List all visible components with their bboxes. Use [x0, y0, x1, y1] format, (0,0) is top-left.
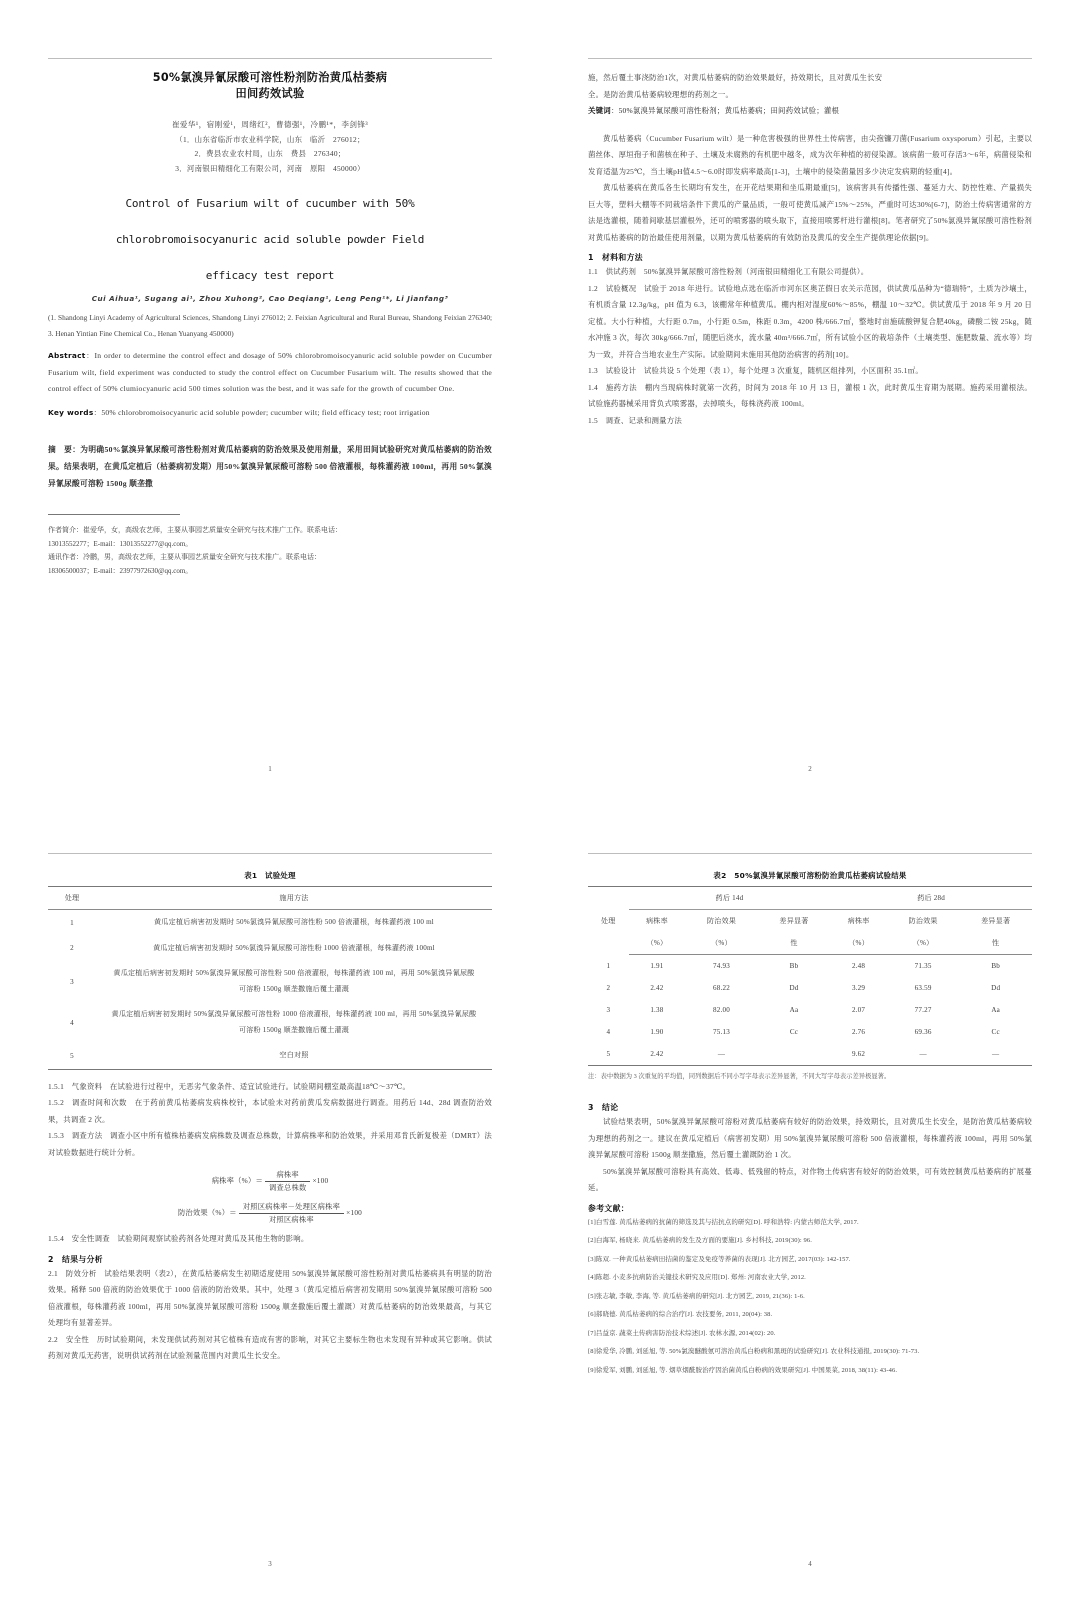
table2-group-header-row — [588, 887, 1032, 910]
formula1-numerator: 病株率 — [265, 1170, 310, 1182]
table2-row1-eff14: 74.93 — [713, 962, 730, 970]
table2-row5-rate28: 9.62 — [830, 1043, 887, 1066]
table1-row5-desc: 空白对照 — [96, 1043, 492, 1069]
footnote-separator — [48, 514, 180, 515]
table2-group-header-28d: 药后 28d — [830, 887, 1032, 910]
table-row — [588, 955, 1032, 978]
formula1-fraction — [265, 1170, 310, 1193]
table2-subheader-eff28: 防治效果 — [908, 917, 938, 925]
table2-subheader-sig14: 差异显著 — [779, 917, 809, 925]
page2-section-1-4: 1.4 施药方法 棚内当现病株时就第一次药，时间为 2018 年 10 月 13 日，灌根 1 次，此时黄瓜生育期为展期。施药采用灌根法。试验施药器械采用背负式喷雾器，去掉喷头，每株浇药液 100ml。 — [588, 382, 1032, 408]
page2-intro-paragraph-2: 黄瓜枯萎病在黄瓜各生长期均有发生，在开花结果期和坐瓜期最重[5]，该病害具有传播性强、蔓延力大、防控性难、产量损失巨大等，塑料大棚等不同栽培条件下黄瓜的产量品质，一般可使黄瓜减产15%～25%，严重时可达30%[6-7]，防治土传病害通常的方法是选灌根，随着间歇基层灌根外，还可的喷雾器的喷头取下，直接用喷雾杆进行灌根[8]。笔者研究了50%氯溴异氰尿酸可溶性粉剂对黄瓜枯萎病的防治最佳使用剂量，以期为黄瓜枯萎病的有效防治及黄瓜的安全生产提供理论依据[9]。 — [588, 183, 1032, 242]
page3-section-heading-2: 2 结果与分析 — [48, 1254, 104, 1264]
table2-row5-rate14: 2.42 — [629, 1043, 686, 1066]
keywords-cn-text: ：50%氯溴异氰尿酸可溶性粉剂；黄瓜枯萎病；田间药效试验；灌根 — [610, 106, 840, 115]
table2-row2-treatment: 2 — [606, 984, 611, 992]
table2-subheader-rate28: 病株率 — [847, 917, 870, 925]
table2-row2-rate28: 3.29 — [851, 984, 866, 992]
formula2-tail: ×100 — [346, 1208, 363, 1218]
table2-units-row — [588, 932, 1032, 955]
table1-row4-no: 4 — [70, 1018, 74, 1027]
formula2-fraction — [239, 1202, 344, 1225]
table2-row5-eff28: — — [887, 1043, 960, 1066]
reference-item: [2]白海军, 杨晓来. 黄瓜枯萎病的发生及方面的要施[J]. 乡村科技, 2019(30): 96. — [588, 1237, 812, 1244]
page1-title-en-line3: efficacy test report — [205, 269, 335, 282]
keywords-en-text: ：50% chlorobromoisocyanuric acid soluble powder; cucumber wilt; field efficacy test; root irrigation — [93, 407, 430, 417]
reference-item: [5]张志敏, 李敏, 李海, 等. 黄瓜枯萎病的研究[J]. 北方园艺, 2019, 21(36): 1-6. — [588, 1292, 805, 1300]
page1-affiliation-cn-2: 2．费县农业农村局，山东 费县 276340； — [194, 149, 346, 158]
page1-title-cn-line1: 50%氯溴异氰尿酸可溶性粉剂防治黄瓜枯萎病 — [152, 71, 388, 84]
page3-section-1-5-4: 1.5.4 安全性调查 试验期间观察试验药剂各处理对黄瓜及其他生物的影响。 — [48, 1234, 309, 1243]
reference-item: [4]陈超. 小麦多抗病防治关键技术研究及应用[D]. 郑州: 河南农业大学, 2012. — [588, 1274, 806, 1281]
table2-row4-rate28: 2.76 — [851, 1028, 866, 1036]
table2-subheader-eff14: 防治效果 — [706, 917, 737, 925]
table-row — [588, 999, 1032, 1021]
table-row — [48, 961, 492, 1002]
page1-affiliation-cn-1: （1．山东省临沂市农业科学院，山东 临沂 276012； — [175, 134, 365, 144]
table2-row5-treatment: 5 — [588, 1043, 629, 1066]
table1-row2-desc: 黄瓜定植后病害初发期时 50%氯溴异氰尿酸可溶性粉 1000 倍液灌根，每株灌药液 100ml — [153, 943, 435, 952]
reference-item: [6]郝晓德. 黄瓜枯萎病的综合治疗[J]. 农技要务, 2011, 20(04): 38. — [588, 1311, 773, 1318]
table2-unit-sig28: 性 — [959, 932, 1032, 955]
abstract-en-label: Abstract — [48, 351, 86, 360]
formula-disease-rate — [48, 1170, 492, 1193]
footnote-line-2: 13013552277；E-mail：13013552277@qq.com。 — [48, 539, 193, 548]
formula2-numerator: 对照区病株率－处理区病株率 — [239, 1202, 344, 1214]
page4-references-heading: 参考文献： — [588, 1203, 629, 1213]
table-row — [588, 1021, 1032, 1043]
abstract-cn-label: 摘 要 — [48, 445, 73, 454]
footnote-line-3: 通讯作者：冷鹏，男，高级农艺师，主要从事园艺质量安全研究与技术推广。联系电话： — [48, 553, 321, 561]
formula1-tail: ×100 — [312, 1176, 329, 1186]
table2-unit-rate28: （%） — [830, 932, 887, 955]
table2-row4-rate14: 1.90 — [650, 1028, 664, 1036]
keywords-cn-label: 关键词 — [588, 106, 611, 115]
table2-row1-eff28: 71.35 — [914, 962, 932, 970]
page2-keywords-cn — [588, 103, 1032, 120]
table2-row2-eff14: 68.22 — [713, 984, 730, 992]
table2-row3-treatment: 3 — [606, 1006, 611, 1014]
table2-row3-rate28: 2.07 — [851, 1006, 866, 1014]
table2-unit-eff14: （%） — [685, 932, 758, 955]
table-row — [48, 1002, 492, 1043]
table-row — [48, 1043, 492, 1069]
page3-section-2-2: 2.2 安全性 历时试验期间，未发现供试药剂对其它植株有造成有害的影响，对其它主要标生物也未发现有异种或其它影响。供试药剂对黄瓜无药害，说明供试药剂在试验剂量范围内对黄瓜生长安全。 — [48, 1334, 492, 1360]
table2-row5-eff14: — — [685, 1043, 758, 1066]
table2-wrapper — [588, 865, 1032, 1082]
page3-section-1-5-2: 1.5.2 调查时间和次数 在于药前黄瓜枯萎病发病株校针，本试验未对药前黄瓜发病数据进行调查。用药后 14d、28d 调查防治效果，共调查 2 次。 — [48, 1098, 492, 1124]
table2-row3-sig14: Aa — [789, 1006, 799, 1014]
table2-row1-treatment: 1 — [606, 961, 611, 970]
page2-continued-line-1: 施，然后覆土事浇防治1次，对黄瓜枯萎病的防治效果最好，持效期长，且对黄瓜生长安 — [588, 73, 883, 82]
table1-row3-no: 3 — [70, 977, 74, 986]
reference-item: [3]陈双. 一种黄瓜枯萎病田拮菌的鉴定及免疫等养菌的表现[J]. 北方园艺, 2017(03): 142-157. — [588, 1255, 851, 1263]
reference-item: [8]徐爱华, 冷鹏, 刘延旭, 等. 50%氯溴醚酸氨可溶治黄瓜白粉病和黑斑的试验研究[J]. 农业科技通报, 2019(30): 71-73. — [588, 1348, 920, 1355]
page2-section-1-2: 1.2 试验概况 试验于 2018 年进行。试验地点选在临沂市河东区奥芷假日农关示范园，供试黄瓜品种为“德瑞特”，土质为沙壤土，有机质含量 12.3g/kg，pH 值为 6.3，该棚常年种植黄瓜。棚内相对湿度60%～85%，棚温 10～32℃。供试黄瓜于 2018 年 9 月 20 日定植。大小行种植，大行距 0.7m，小行距 0.5m，株距 0.3m，4200 株/666.7㎡，整地时亩施硫酸钾复合肥40kg，磷酸二铵 25kg，随水冲施 3 次，每次 30kg/666.7㎡，随肥后浇水，流水量 40m³/666.7㎡，所有试验小区的栽培条件（土壤类型、施肥数量、流水等）均为一致，并符合当地农业生产实际。试验期间未施用其他防治病害的药剂[10]。 — [588, 283, 1032, 359]
table2-row2-rate14: 2.42 — [650, 984, 664, 992]
table2-unit-rate14: （%） — [629, 932, 686, 955]
reference-item: [1]白雪莲. 黄瓜枯萎病的抗菌的筛选及其与拮抗点的研究[D]. 呼和浩特: 内蒙古师范大学, 2017. — [588, 1218, 859, 1226]
reference-item: [9]徐爱军, 刘鹏, 刘延旭, 等. 烟草烟酰胺治疗因治菌黄瓜白粉病的效果研究[J]. 中国果菜, 2018, 38(11): 43-46. — [588, 1366, 898, 1374]
table2-row1-sig28: Bb — [991, 962, 1001, 970]
page4-conclusion-paragraph-2: 50%氯溴异氰尿酸可溶粉具有高效、低毒、低残留的特点，对作物土传病害有较好的防治效果，可有效控制黄瓜枯萎病的扩展蔓延。 — [588, 1166, 1032, 1192]
table2-row5-sig14 — [758, 1043, 831, 1066]
abstract-en-text: ：In order to determine the control effect and dosage of 50% chlorobromoisocyanuric acid soluble powder on Cucumber Fusarium wilt, field experiment was conducted to study the control effect on Cucumber Fusarium wilt. The results showed that the control effect of 50% clumiocyanuric acid 500 times solution was the best, and it was safe for the growth of cucumber One. — [48, 351, 492, 393]
page1-title-en-line1: Control of Fusarium wilt of cucumber with 50% — [125, 197, 415, 210]
page-row-1 — [0, 0, 1080, 795]
table2-subheader-row — [588, 910, 1032, 933]
table2-row1-sig14: Bb — [789, 962, 799, 970]
table2-row3-sig28: Aa — [991, 1006, 1001, 1014]
abstract-cn-text: ：为明确50%氯溴异氰尿酸可溶性粉剂对黄瓜枯萎病的防治效果及使用剂量，采用田间试验研究对黄瓜枯萎病的防治效果。结果表明，在黄瓜定植后（枯萎病初发期）用50%氯溴异氰尿酸可溶粉 500 倍液灌根，每株灌药液 100ml，再用 50%氯溴异氰尿酸可溶粉 1500g 顺垄撒 — [48, 445, 492, 488]
table2-row1-rate14: 1.91 — [650, 962, 664, 970]
reference-item: [7]吕益京. 蔬菜土传病害防治技术综述[J]. 农林水源, 2014(02): 20. — [588, 1329, 776, 1337]
table1-row1-desc: 黄瓜定植后病害初发期时 50%氯溴异氰尿酸可溶性粉 500 倍液灌根，每株灌药液 100 ml — [154, 918, 434, 926]
page2-section-1-5: 1.5 调查、记录和测量方法 — [588, 415, 683, 425]
table2-row4-sig14: Cc — [789, 1028, 799, 1036]
table1-header-method: 施用方法 — [96, 887, 492, 910]
table2-note: 注：表中数据为 3 次重复的平均值，同列数据后不同小写字母表示差异显著，不同大写字母表示差异极显著。 — [588, 1073, 891, 1080]
page2-section-1-3: 1.3 试验设计 试验共设 5 个处理（表 1），每个处理 3 次重复，随机区组排列，小区面积 35.1㎡。 — [588, 366, 923, 375]
formula2-denominator: 对照区病株率 — [268, 1215, 314, 1224]
footnote-line-4: 18306500037；E-mail：23977972630@qq.com。 — [48, 566, 193, 575]
table2-row4-sig28: Cc — [991, 1028, 1000, 1036]
table2-caption: 表2 50%氯溴异氰尿酸可溶粉防治黄瓜枯萎病试验结果 — [713, 871, 907, 880]
page1-authors-cn: 崔爱华¹，宿刚爱¹，周绪红²，曹德强¹，冷鹏¹*，李剑锋³ — [171, 120, 369, 129]
table-row — [48, 910, 492, 936]
table2-row2-sig14: Dd — [789, 984, 799, 992]
table1-header-treatment: 处理 — [48, 887, 96, 910]
formula1-label: 病株率（%）＝ — [211, 1176, 263, 1186]
page2-section-1-1: 1.1 供试药剂 50%氯溴异氰尿酸可溶性粉剂（河南银田精细化工有限公司提供）。 — [588, 267, 869, 276]
formula2-label: 防治效果（%）＝ — [177, 1208, 237, 1218]
page3-section-2-1: 2.1 防效分析 试验结果表明（表2），在黄瓜枯萎病发生初期适度使用 50%氯溴异氰尿酸可溶性粉剂对黄瓜枯萎病具有明显的防治效果。稀释 500 倍液的防治效果优于 1000 倍液的防治效果。其中，处理 3（黄瓜定植后病害初发期用 50%氯溴异氰尿酸可溶粉 500 倍液灌根，每株灌药液 100ml，再用 50%氯溴异氰尿酸可溶粉 1500g 顺垄撒施后覆土灌溉）对黄瓜枯萎病的防治效果最高，与其它处理均有显著差异。 — [48, 1268, 492, 1327]
page-number-1: 1 — [268, 765, 272, 773]
formula-control-effect — [48, 1202, 492, 1225]
page2-top-rule — [588, 58, 1032, 59]
page2-section-heading-1: 1 材料和方法 — [588, 253, 644, 262]
page2-intro-paragraph-1: 黄瓜枯萎病（Cucumber Fusarium wilt）是一种危害极强的世界性土传病害，由尖孢镰刀菌(Fusarium oxysporum）引起，主要以菌丝体、厚垣孢子和菌核在种子、土壤及未腐熟的有机肥中越冬，成为次年种植的初侵染源。该病菌一般可存活3～6年，病菌侵染和发育适温为25℃，当土壤pH值4.5～6.0时即发病率最高[1-3]，土壤中的侵染菌量因多少决定发病期的轻重[4]。 — [588, 133, 1032, 176]
page1-title-cn-line2: 田间药效试验 — [235, 87, 305, 100]
keywords-en-label: Key words — [48, 407, 94, 417]
page3-section-1-5-3: 1.5.3 调查方法 调查小区中所有植株枯萎病发病株数及调查总株数，计算病株率和防治效果，并采用邓肯氏新复极差（DMRT）法对试验数据进行统计分析。 — [48, 1131, 492, 1157]
table1-row4-desc: 黄瓜定植后病害初发期时 50%氯溴异氰尿酸可溶性粉 1000 倍液灌根，每株灌药液 100 ml，再用 50%氯溴异氰尿酸可溶粉 1500g 顺垄撒施后覆土灌溉 — [111, 1010, 477, 1034]
table2-subheader-rate14: 病株率 — [645, 917, 668, 925]
table1-caption: 表1 试验处理 — [244, 871, 296, 880]
table-row — [588, 1043, 1032, 1066]
table1-row1-no: 1 — [70, 918, 74, 927]
table2-row2-sig28: Dd — [991, 984, 1001, 992]
page-row-2 — [0, 795, 1080, 1590]
footnote-line-1: 作者简介：崔爱华，女，高级农艺师，主要从事园艺质量安全研究与技术推广工作。联系电话： — [48, 526, 342, 534]
page2-spacer — [588, 120, 1032, 131]
table2-header-treatment: 处理 — [588, 887, 629, 955]
table1-wrapper — [48, 865, 492, 1070]
page1-keywords-en — [48, 405, 492, 422]
page4-conclusion-heading: 3 结论 — [588, 1103, 619, 1112]
table1-row5-no: 5 — [48, 1043, 96, 1069]
table1 — [48, 886, 492, 1070]
page-number-2: 2 — [808, 765, 812, 773]
page2-continued-line-2: 全。是防治黄瓜枯萎病较理想的药剂之一。 — [588, 89, 734, 99]
formula1-denominator: 调查总株数 — [268, 1183, 307, 1192]
table2-group-header-14d: 药后 14d — [629, 887, 831, 910]
document-page-3[interactable] — [0, 795, 540, 1590]
page-number-3: 3 — [268, 1560, 272, 1568]
table2-unit-eff28: （%） — [887, 932, 960, 955]
page1-affiliation-cn-3: 3．河南银田精细化工有限公司，河南 原阳 450000） — [175, 163, 365, 173]
page-number-4: 4 — [808, 1560, 812, 1568]
table1-row3-desc: 黄瓜定植后病害初发期时 50%氯溴异氰尿酸可溶性粉 500 倍液灌根，每株灌药液 100 ml，再用 50%氯溴异氰尿酸可溶粉 1500g 顺垄撒施后覆土灌溉 — [113, 969, 475, 993]
table2-row3-rate14: 1.38 — [650, 1006, 664, 1014]
document-page-4[interactable] — [540, 795, 1080, 1590]
table1-header-row — [48, 887, 492, 910]
references-list — [588, 1216, 1032, 1377]
table2-row3-eff28: 77.27 — [914, 1006, 932, 1014]
page1-title-en-line2: chlorobromoisocyanuric acid soluble powder Field — [115, 233, 425, 246]
page1-abstract-en — [48, 348, 492, 398]
page4-top-rule — [588, 853, 1032, 854]
table2-row4-eff28: 69.36 — [914, 1028, 932, 1036]
table-row — [588, 977, 1032, 999]
page1-top-rule — [48, 58, 492, 59]
table2-row3-eff14: 82.00 — [713, 1006, 730, 1014]
page1-affiliation-en: (1. Shandong Linyi Academy of Agricultural Sciences, Shandong Linyi 276012; 2. Feixian Agricultural and Rural Bureau, Shandong Feixian 276340; 3. Henan Yintian Fine Chemical Co., Henan Yuanyang 450000) — [48, 313, 492, 338]
table2-row1-rate28: 2.48 — [851, 962, 866, 970]
table2-subheader-sig28: 差异显著 — [981, 917, 1011, 925]
table2-unit-sig14: 性 — [758, 932, 831, 955]
table2-row5-sig28: — — [959, 1043, 1032, 1066]
table-row — [48, 936, 492, 962]
table2-row4-eff14: 75.13 — [713, 1028, 730, 1036]
table2-row4-treatment: 4 — [606, 1028, 611, 1036]
page1-abstract-cn — [48, 441, 492, 492]
table2 — [588, 886, 1032, 1066]
page3-section-1-5-1: 1.5.1 气象资料 在试验进行过程中，无恶劣气象条件、适宜试验进行。试验期间棚室最高温18℃～37℃。 — [48, 1081, 411, 1091]
table2-row2-eff28: 63.59 — [914, 984, 932, 992]
page1-authors-en: Cui Aihua¹, Sugang ai¹, Zhou Xuhong², Cao Deqiang¹, Leng Peng¹*, Li Jianfang³ — [91, 294, 449, 303]
page4-conclusion-paragraph-1: 试验结果表明，50%氯溴异氰尿酸可溶粉对黄瓜枯萎病有较好的防治效果，持效期长，且对黄瓜生长安全，是防治黄瓜枯萎病较为理想的药剂之一。建议在黄瓜定植后（病害初发期）用 50%氯溴异氰尿酸可溶粉 500 倍液灌根，每株灌药液 100ml，再用 50%氯溴异氰尿酸可溶粉 1500g 顺垄撒施，然后覆土灌溉防治 1 次。 — [588, 1117, 1032, 1159]
table1-row2-no: 2 — [70, 944, 74, 953]
document-page-1[interactable] — [0, 0, 540, 795]
document-page-2[interactable] — [540, 0, 1080, 795]
page3-top-rule — [48, 853, 492, 854]
